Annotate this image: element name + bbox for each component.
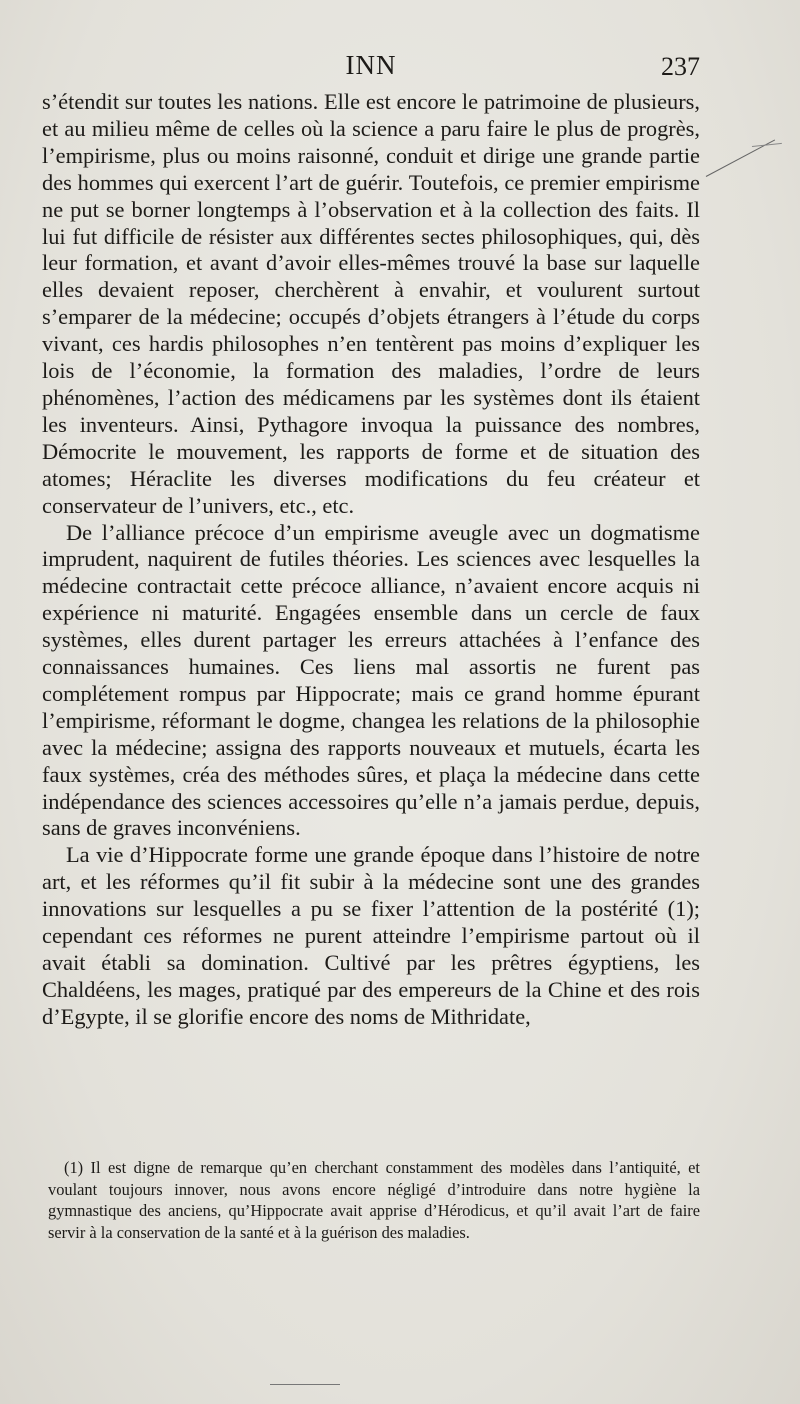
running-head: INN	[345, 50, 397, 80]
paragraph-1: s’étendit sur toutes les nations. Elle est encore le patrimoine de plusieurs, et au milieu même de celles où la science a paru faire le plus de progrès, l’empirisme, plus ou moins raisonné, conduit et dirige une grande partie des hommes qui exercent l’art de guérir. Toutefois, ce premier empirisme ne put se borner longtemps à l’observation et à la collection des faits. Il lui fut difficile de résister aux différentes sectes philosophiques, qui, dès leur formation, et avant d’avoir elles-mêmes trouvé la base sur laquelle elles devaient reposer, cherchèrent à envahir, et voulurent surtout s’emparer de la médecine; occupés d’objets étrangers à l’étude du corps vivant, ces hardis philosophes n’en tentèrent pas moins d’expliquer les lois de l’économie, la formation des maladies, l’ordre de leurs phénomènes, l’action des médicamens par les systèmes dont ils étaient les inventeurs. Ainsi, Pythagore invoqua la puissance des nombres, Démocrite le mouvement, les rapports de forme et de situation des atomes; Héraclite les diverses modifications du feu créateur et conservateur de l’univers, etc., etc.	[42, 89, 700, 518]
paragraph-2: De l’alliance précoce d’un empirisme aveugle avec un dogmatisme imprudent, naquirent de futiles théories. Les sciences avec lesquelles la médecine contractait cette précoce alliance, n’avaient encore acquis ni expérience ni maturité. Engagées ensemble dans un cercle de faux systèmes, elles durent partager les erreurs attachées à l’enfance des connaissances humaines. Ces liens mal assortis ne furent pas complétement rompus par Hippocrate; mais ce grand homme épurant l’empirisme, réformant le dogme, changea les relations de la philosophie avec la médecine; assigna des rapports nouveaux et mutuels, écarta les faux systèmes, créa des méthodes sûres, et plaça la médecine dans cette indépendance des sciences accessoires qu’elle n’a jamais perdue, depuis, sans de graves inconvéniens.	[42, 519, 700, 841]
main-text	[42, 89, 700, 1031]
margin-pencil-mark	[752, 143, 782, 147]
paragraph-3: La vie d’Hippocrate forme une grande époque dans l’histoire de notre art, et les réformes qu’il fit subir à la médecine sont une des grandes innovations sur lesquelles a pu se fixer l’attention de la postérité (1); cependant ces réformes ne purent atteindre l’empirisme partout où il avait établi sa domination. Cultivé par les prêtres égyptiens, les Chaldéens, les mages, pratiqué par des empereurs de la Chine et des rois d’Egypte, il se glorifie encore des noms de Mithridate,	[42, 842, 700, 1029]
footnote: (1) Il est digne de remarque qu’en cherchant constamment des modèles dans l’antiquité, et voulant toujours innover, nous avons encore négligé d’introduire dans notre hygiène la gymnastique des anciens, qu’Hippocrate avait apprise d’Hérodicus, et qu’il avait l’art de faire servir à la conservation de la santé et à la guérison des maladies.	[48, 1158, 700, 1242]
page-number: 237	[661, 52, 700, 81]
page-header	[42, 50, 700, 86]
bottom-rule	[270, 1384, 340, 1385]
